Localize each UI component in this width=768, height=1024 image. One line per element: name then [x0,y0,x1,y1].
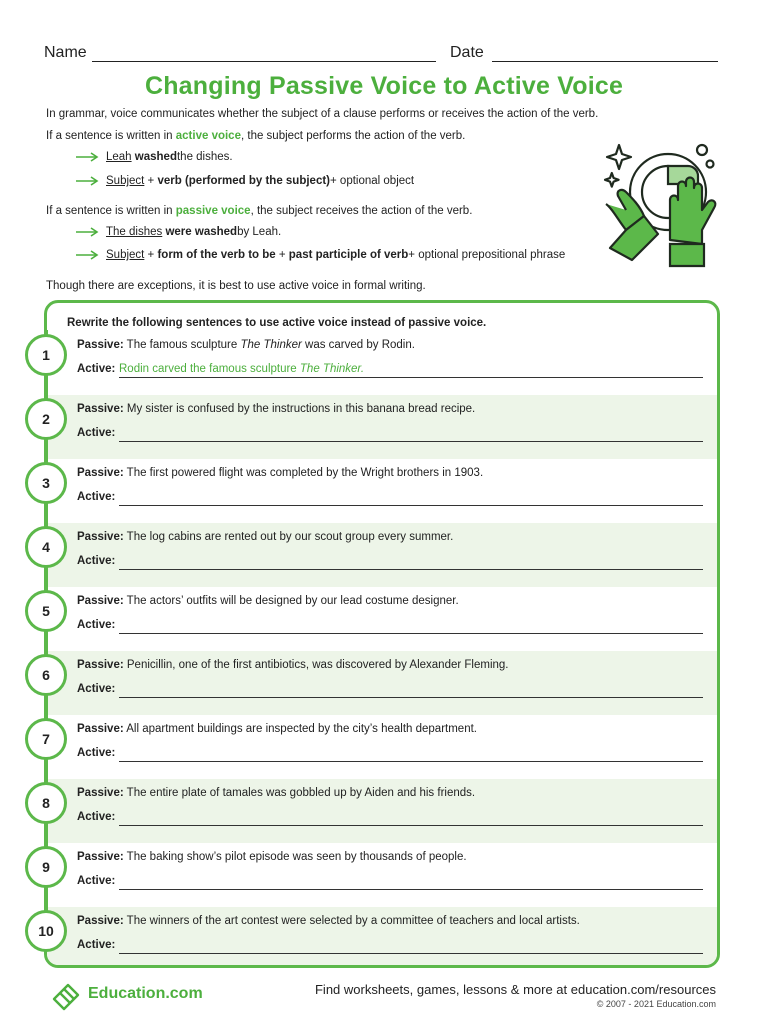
exercise-item-10 [47,907,717,968]
arrow-right-icon [76,250,100,260]
passive-sentence: Passive: The baking show’s pilot episode was seen by thousands of people. [77,851,467,863]
exercise-item-2 [47,395,717,459]
intro-text: In grammar, voice communicates whether the subject of a clause performs or receives the action of the verb. [46,108,599,120]
passive-sentence: Passive: The first powered flight was completed by the Wright brothers in 1903. [77,467,484,479]
date-field-line[interactable] [492,61,718,62]
number-circle: 7 [25,718,67,760]
number-circle: 10 [25,910,67,952]
passive-sentence: Passive: Penicillin, one of the first antibiotics, was discovered by Alexander Fleming. [77,659,509,671]
passive-example: The dishes were washed by Leah. [76,226,281,238]
arrow-right-icon [76,152,100,162]
number-circle: 1 [25,334,67,376]
active-label: Active: [77,811,116,823]
sample-answer: Rodin carved the famous sculpture The Thinker. [119,363,365,375]
answer-line[interactable] [119,761,703,762]
brand-name: Education.com [88,985,203,1002]
footer-tagline: Find worksheets, games, lessons & more at education.com/resources [314,982,716,997]
answer-line[interactable] [119,441,703,442]
instructions: Rewrite the following sentences to use active voice instead of passive voice. [67,317,487,329]
active-label: Active: [77,683,116,695]
exercise-item-7 [47,715,717,779]
arrow-right-icon [76,227,100,237]
active-label: Active: [77,747,116,759]
number-circle: 8 [25,782,67,824]
active-label: Active: [77,491,116,503]
passive-pattern: Subject + form of the verb to be + past participle of verb + optional prepositional phrase [76,249,565,261]
active-label: Active: [77,875,116,887]
active-label: Active: [77,427,116,439]
answer-line[interactable] [119,377,703,378]
answer-line[interactable] [119,953,703,954]
number-circle: 3 [25,462,67,504]
answer-line[interactable] [119,889,703,890]
number-circle: 9 [25,846,67,888]
active-label: Active: [77,555,116,567]
date-label: Date [450,44,484,61]
active-pattern: Subject + verb (performed by the subject) + optional object [76,175,414,187]
exercise-item-3 [47,459,717,523]
number-circle: 5 [25,590,67,632]
number-circle: 6 [25,654,67,696]
name-label: Name [44,44,87,61]
active-label: Active: [77,939,116,951]
exercise-item-5 [47,587,717,651]
answer-line[interactable] [119,825,703,826]
number-circle: 4 [25,526,67,568]
name-field-line[interactable] [92,61,436,62]
exercise-item-4 [47,523,717,587]
name-date-row [44,44,720,66]
page-title: Changing Passive Voice to Active Voice [144,72,624,100]
answer-line[interactable] [119,633,703,634]
passive-sentence: Passive: The log cabins are rented out by our scout group every summer. [77,531,454,543]
passive-sentence: Passive: All apartment buildings are inspected by the city’s health department. [77,723,477,735]
passive-sentence: Passive: The actors’ outfits will be designed by our lead costume designer. [77,595,459,607]
exceptions-text: Though there are exceptions, it is best to use active voice in formal writing. [46,280,426,292]
active-label: Active: [77,363,116,375]
footer-copyright: © 2007 - 2021 Education.com [596,999,716,1009]
passive-sentence: Passive: The famous sculpture The Thinker was carved by Rodin. [77,339,415,351]
passive-sentence: Passive: The winners of the art contest were selected by a committee of teachers and local artists. [77,915,580,927]
exercise-item-8 [47,779,717,843]
active-example: Leah washed the dishes. [76,151,233,163]
number-circle: 2 [25,398,67,440]
education-logo[interactable] [50,976,203,1012]
exercise-box [44,300,720,968]
active-definition: If a sentence is written in active voice, the subject performs the action of the verb. [46,130,466,142]
passive-definition: If a sentence is written in passive voice, the subject receives the action of the verb. [46,205,473,217]
answer-line[interactable] [119,697,703,698]
passive-sentence: Passive: The entire plate of tamales was gobbled up by Aiden and his friends. [77,787,476,799]
passive-sentence: Passive: My sister is confused by the instructions in this banana bread recipe. [77,403,476,415]
exercise-item-1 [47,331,717,395]
education-logo-icon [50,977,84,1011]
exercise-item-9 [47,843,717,907]
gloves-washing-plate-icon [598,140,724,272]
arrow-right-icon [76,176,100,186]
answer-line[interactable] [119,569,703,570]
exercise-item-6 [47,651,717,715]
active-label: Active: [77,619,116,631]
answer-line[interactable] [119,505,703,506]
